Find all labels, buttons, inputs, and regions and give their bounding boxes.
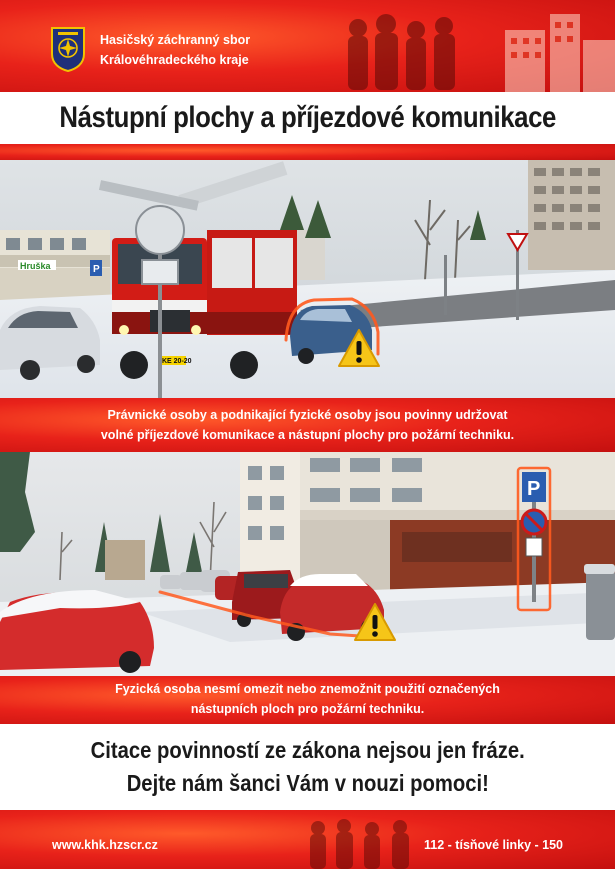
- buildings-background-icon: [495, 0, 615, 92]
- caption1-line2: volné příjezdové komunikace a nástupní plochy pro požární techniku.: [100, 428, 515, 442]
- store-sign: Hruška: [20, 261, 51, 271]
- slogan-line-2: Dejte nám šanci Vám v nouzi pomoci!: [126, 770, 489, 796]
- website-link[interactable]: www.khk.hzscr.cz: [52, 838, 158, 852]
- photo-parked-cars: [0, 452, 615, 676]
- caption1-line1: Právnické osoby a podnikající fyzické osoby jsou povinny udržovat: [107, 408, 508, 422]
- page-title: Nástupní plochy a příjezdové komunikace: [59, 101, 556, 134]
- footer-band: [0, 810, 615, 869]
- parking-sign-2: P: [527, 478, 541, 500]
- truck-plate: KE 20-20: [162, 358, 192, 365]
- red-strip: [0, 144, 615, 160]
- slogan-line-1: Citace povinností ze zákona nejsou jen fráze.: [90, 737, 525, 763]
- snow-covered-car: [0, 590, 154, 673]
- warning-triangle-icon: [353, 602, 397, 642]
- firefighters-silhouette-icon: [338, 6, 468, 90]
- header-band: [0, 0, 615, 92]
- caption-individuals: [0, 676, 615, 724]
- caption2-line1: Fyzická osoba nesmí omezit nebo znemožnit použití označených: [115, 682, 500, 696]
- fire-rescue-logo-icon: [50, 26, 86, 72]
- firefighters-silhouette-icon: [300, 816, 420, 869]
- organization-name: [100, 30, 250, 70]
- emergency-numbers: 112 - tísňové linky - 150: [424, 838, 563, 852]
- org-line-2: Královéhradeckého kraje: [100, 53, 249, 67]
- org-line-1: Hasičský záchranný sbor: [100, 33, 251, 47]
- photo-fire-truck-street: [0, 160, 615, 398]
- caption2-line2: nástupních ploch pro požární techniku.: [190, 702, 425, 716]
- caption-legal-entities: [0, 398, 615, 452]
- warning-triangle-icon: [337, 328, 381, 368]
- title-band: [0, 92, 615, 144]
- parking-sign-1: P: [93, 264, 100, 275]
- slogan-band: [0, 724, 615, 810]
